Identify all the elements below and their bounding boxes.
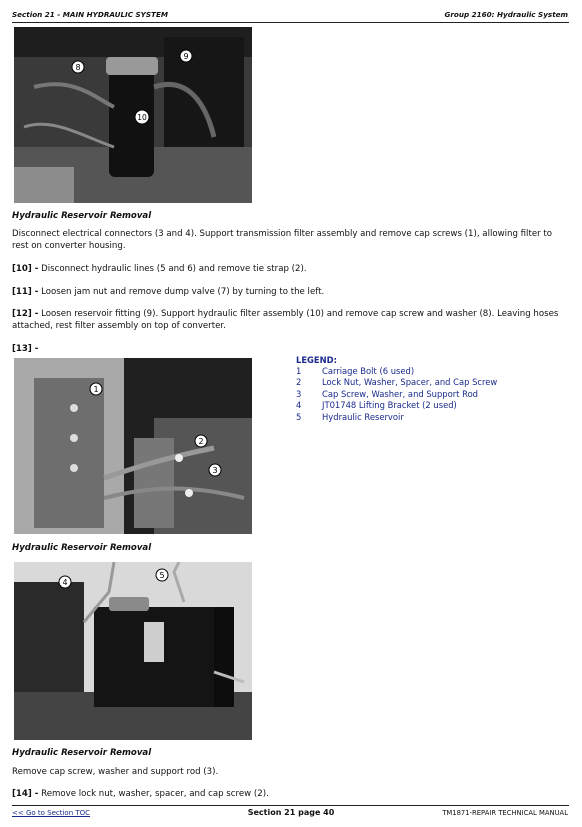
callout-4 — [59, 576, 71, 588]
paragraph-1: Disconnect electrical connectors (3 and 4). Support transmission filter assembly and remove cap screws (1), allowing filter to rest on converter housing. — [12, 229, 552, 251]
legend-text: Hydraulic Reservoir — [322, 411, 404, 422]
step-number: [14] - — [12, 789, 39, 799]
step-number: [10] - — [12, 264, 39, 274]
legend-number: 1 — [296, 366, 302, 376]
legend-item — [296, 400, 497, 411]
svg-text:9: 9 — [183, 52, 189, 61]
legend-number: 4 — [296, 400, 302, 411]
step-text: Remove lock nut, washer, spacer, and cap screw (2). — [41, 789, 269, 799]
callout-8 — [72, 61, 84, 73]
svg-text:2: 2 — [198, 437, 204, 446]
legend-number: 5 — [296, 411, 302, 422]
step-11 — [12, 286, 568, 298]
legend-title: LEGEND: — [296, 355, 337, 365]
step-text: Loosen reservoir fitting (9). Support hydraulic filter assembly (10) and remove cap screw and washer (8). Leaving hoses attached, rest filter assembly on top of converter. — [12, 309, 559, 331]
legend-item — [296, 389, 497, 400]
svg-text:5: 5 — [159, 571, 165, 580]
photo-lifting-bracket — [14, 562, 252, 740]
manual-title: TM1871-REPAIR TECHNICAL MANUAL — [442, 809, 568, 817]
legend-text: Carriage Bolt (6 used) — [322, 366, 415, 376]
group-title: Group 2160: Hydraulic System — [444, 10, 568, 19]
svg-text:8: 8 — [75, 63, 81, 72]
step-13 — [12, 343, 568, 355]
legend-item — [296, 412, 497, 423]
callout-9 — [180, 50, 192, 62]
step-number: [11] - — [12, 287, 39, 297]
callout-1 — [90, 383, 102, 395]
callout-5 — [156, 569, 168, 581]
svg-text:10: 10 — [137, 113, 147, 122]
svg-text:3: 3 — [212, 466, 218, 475]
step-14 — [12, 788, 568, 800]
caption-1: Hydraulic Reservoir Removal — [12, 211, 152, 221]
step-12 — [12, 308, 568, 332]
callout-3 — [209, 464, 221, 476]
footer-divider — [12, 805, 569, 806]
legend-text: Lock Nut, Washer, Spacer, and Cap Screw — [322, 377, 498, 388]
legend-text: JT01748 Lifting Bracket (2 used) — [322, 400, 457, 411]
paragraph-last: Remove cap screw, washer and support rod (3). — [12, 767, 219, 777]
callout-2 — [195, 435, 207, 447]
svg-text:4: 4 — [62, 578, 68, 587]
step-text: Loosen jam nut and remove dump valve (7) by turning to the left. — [41, 287, 325, 297]
photo-reservoir-bolts — [14, 358, 252, 534]
step-number: [13] - — [12, 344, 39, 354]
section-toc-link[interactable]: << Go to Section TOC — [12, 809, 91, 817]
legend-item — [296, 377, 497, 388]
page-number: Section 21 page 40 — [247, 808, 335, 817]
svg-text:1: 1 — [93, 385, 99, 394]
step-text: Disconnect hydraulic lines (5 and 6) and remove tie strap (2). — [41, 264, 307, 274]
legend-number: 3 — [296, 388, 302, 399]
legend-item — [296, 366, 497, 377]
caption-3: Hydraulic Reservoir Removal — [12, 748, 152, 758]
legend — [296, 355, 497, 423]
header-divider — [12, 22, 569, 23]
legend-text: Cap Screw, Washer, and Support Rod — [322, 388, 479, 399]
step-10 — [12, 263, 568, 275]
section-title: Section 21 - MAIN HYDRAULIC SYSTEM — [12, 10, 169, 19]
legend-number: 2 — [296, 377, 302, 388]
step-number: [12] - — [12, 309, 39, 319]
caption-2: Hydraulic Reservoir Removal — [12, 543, 152, 553]
photo-filter-assembly — [14, 27, 252, 203]
callout-10 — [135, 110, 149, 124]
